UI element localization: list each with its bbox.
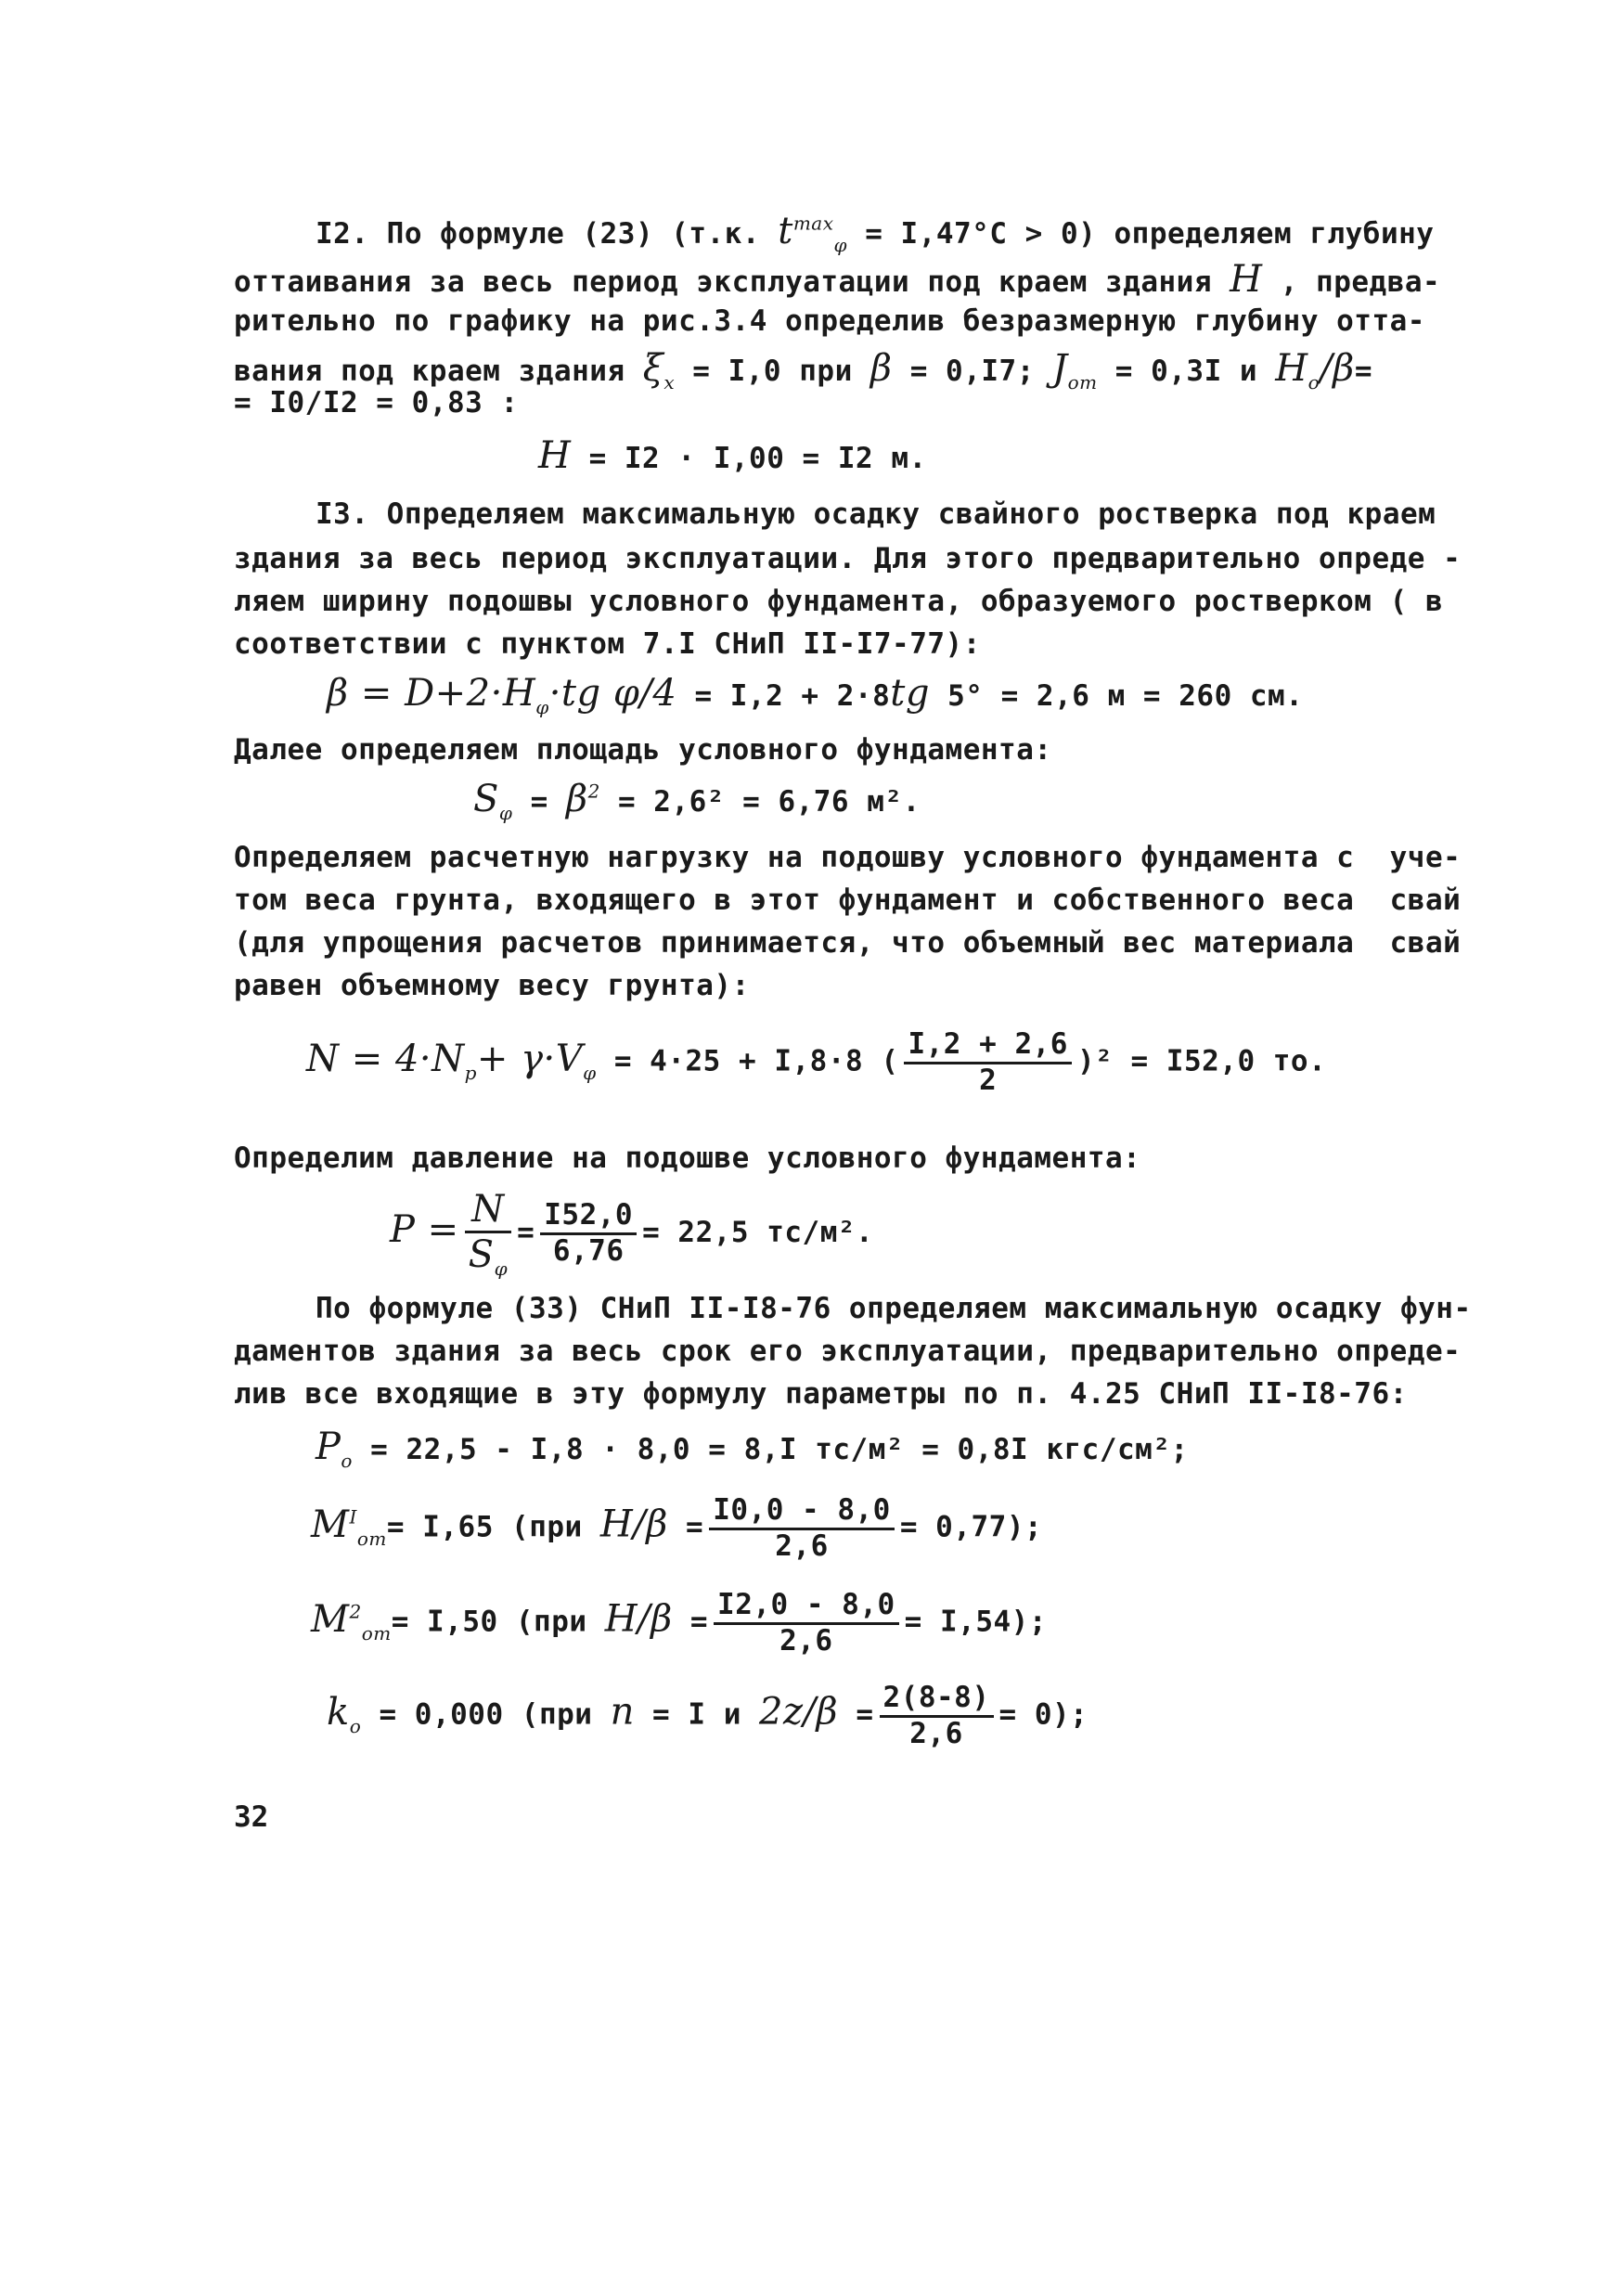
fraction-p1: $\frac{N}{S_\varphi}$ — [465, 1188, 511, 1280]
formula-po: $P_o = 22,5 - I,8 \cdot 8,0 = 8,I$ тс/м² = 0,8I кгс/см²; — [316, 1425, 1189, 1472]
formula-n: $N = 4\cdot N_p+ \gamma\cdot V_\varphi = 4\cdot 25 + I,8\cdot 8$ ( $\frac{I,2 + 2,6}{2}$ )² = I52,0 то. — [306, 1027, 1327, 1097]
p12-line5: = I0/I2 = 0,83 : — [234, 386, 519, 419]
fraction-ko: $\frac{2(8-8)}{2,6}$ — [880, 1682, 994, 1750]
formula-s: $S_\varphi = \beta^2 = 2,6^2 = 6,76$ м². — [473, 778, 921, 824]
formula-b: $\beta = D+2\cdot H_\varphi\cdot tg$ φ/4 = I,2 + 2·8tg 5° = 2,6 м = 260 см. — [327, 672, 1304, 718]
p13-line1: I3. Определяем максимальную осадку свайного ростверка под краем — [316, 497, 1436, 531]
fraction-n: $\frac{I,2 + 2,6}{2}$ — [904, 1028, 1071, 1097]
p13-line2: здания за весь период эксплуатации. Для этого предварительно опреде - — [234, 542, 1462, 575]
p12-line4: вания под краем здания $\xi_x = I,0$ при β = 0,I7; $J_{от} = 0,3I$ и $H_o/\beta=$ — [234, 347, 1372, 393]
p12-formula-h: H = I2 · I,00 = I2 м. — [538, 434, 927, 477]
p12-line2: оттаивания за весь период эксплуатации под краем здания H , предва- — [234, 258, 1441, 301]
formula-m2: $M^2_{от}= I,50$ (при H/β = $\frac{I2,0 - 8,0}{2,6}$ = I,54); — [311, 1588, 1047, 1658]
p13-line6: Определяем расчетную нагрузку на подошву условного фундамента с уче- — [234, 841, 1462, 874]
p12-line1: I2. По формуле (23) (т.к. $t^{max}_\varphi = I,47^\circ C > 0$) определяем глубину — [316, 210, 1435, 256]
p13-line8: (для упрощения расчетов принимается, что объемный вес материала свай — [234, 926, 1462, 960]
fraction-p2: $\frac{I52,0}{6,76}$ — [540, 1199, 637, 1268]
p13-line7: том веса грунта, входящего в этот фундамент и собственного веса свай — [234, 884, 1462, 917]
page-number: 32 — [234, 1800, 269, 1834]
p13-line5: Далее определяем площадь условного фундамента: — [234, 733, 1052, 767]
p13-line13: лив все входящие в эту формулу параметры по п. 4.25 СНиП II-I8-76: — [234, 1377, 1408, 1411]
p13-line3: ляем ширину подошвы условного фундамента, образуемого ростверком ( в — [234, 585, 1444, 618]
formula-m1: $M^I_{от}= I,65$ (при H/β = $\frac{I0,0 - 8,0}{2,6}$ = 0,77); — [311, 1493, 1043, 1563]
p13-line12: даментов здания за весь срок его эксплуатации, предварительно опреде- — [234, 1335, 1462, 1368]
t-max-symbol: $t^{max}_\varphi$ — [778, 210, 848, 256]
fraction-m1: $\frac{I0,0 - 8,0}{2,6}$ — [709, 1494, 895, 1563]
p13-line11: По формуле (33) СНиП II-I8-76 определяем максимальную осадку фун- — [316, 1292, 1472, 1325]
fraction-m2: $\frac{I2,0 - 8,0}{2,6}$ — [714, 1589, 899, 1658]
p13-line10: Определим давление на подошве условного фундамента: — [234, 1142, 1141, 1175]
p13-line9: равен объемному весу грунта): — [234, 969, 750, 1002]
p13-line4: соответствии с пунктом 7.I СНиП II-I7-77): — [234, 627, 981, 661]
formula-ko: $k_o = 0,000$ (при n = I и 2z/β = $\frac{2(8-8)}{2,6}$ = 0); — [327, 1681, 1088, 1750]
p12-line3: рительно по графику на рис.3.4 определив безразмерную глубину отта- — [234, 304, 1425, 338]
formula-p: P = $\frac{N}{S_\varphi}$ = $\frac{I52,0}{6,76}$ = 22,5 тс/м². — [390, 1188, 874, 1280]
